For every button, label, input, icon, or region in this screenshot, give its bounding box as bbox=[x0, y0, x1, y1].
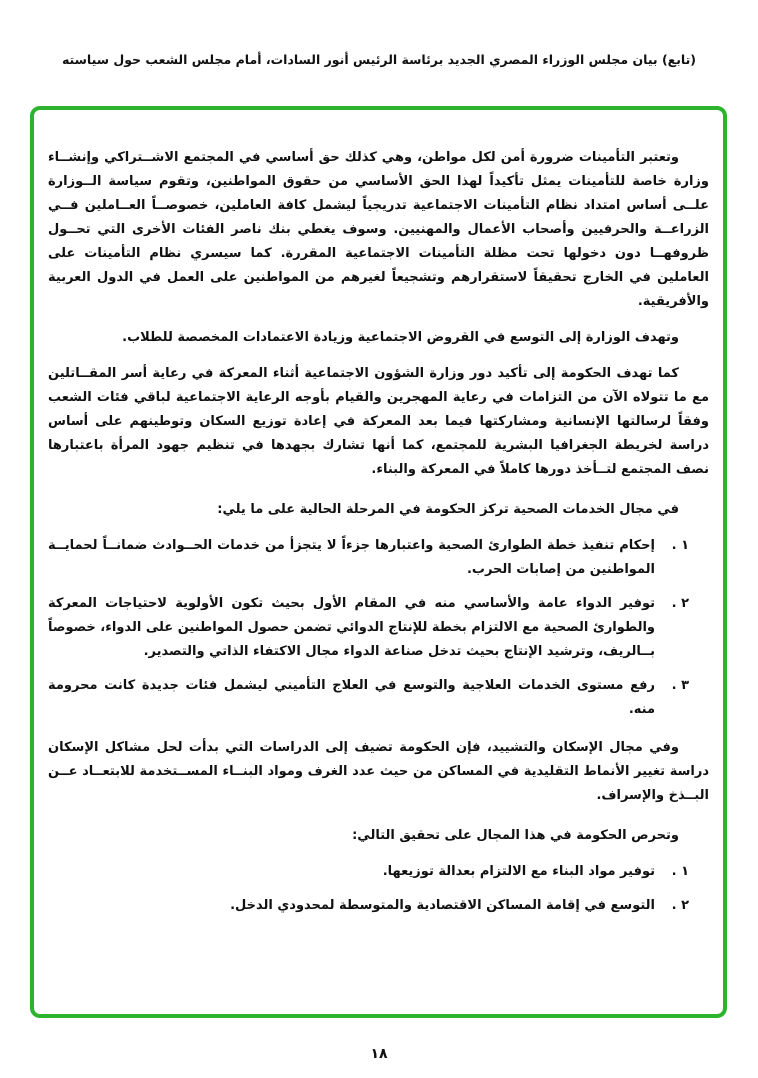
list-item bbox=[48, 894, 689, 918]
list-item bbox=[48, 534, 689, 582]
health-services-list bbox=[48, 534, 709, 722]
list-item-text: رفع مستوى الخدمات العلاجية والتوسع في العلاج التأميني ليشمل فئات جديدة كانت محرومة منه. bbox=[48, 678, 655, 717]
paragraph-insurance: وتعتبر التأمينات ضرورة أمن لكل مواطن، وهي كذلك حق أساسي في المجتمع الاشــتراكي وإنشــاء وزارة خاصة للتأمينات يمثل تأكيداً لهذا الحق الأساسي من حقوق المواطنين، وتقوم سياسة الــوزارة علــى أساس امتداد نظام التأمينات الاجتماعية تدريجياً ليشمل كافة العاملين، خصوصــاً العــاملين فــي الزراعــة والحرفيين وأصحاب الأعمال والمهنيين. وسوف يغطي بنك ناصر الفئات الأخرى التي تحــول ظروفهــا دون دخولها تحت مظلة التأمينات الاجتماعية المقررة. كما سيسري نظام التأمينات على العاملين في الخارج تحقيقاً لاستقرارهم وتشجيعاً لغيرهم من المواطنين على العمل في الدول العربية والأفريقية. bbox=[48, 150, 709, 309]
housing-goals-heading: وتحرص الحكومة في هذا المجال على تحقيق التالي: bbox=[352, 828, 679, 843]
page-number: ١٨ bbox=[370, 1046, 388, 1062]
list-item-text: توفير الدواء عامة والأساسي منه في المقام الأول بحيث تكون الأولوية لاحتياجات المعركة والطوارئ الصحية مع الالتزام بخطة للإنتاج الدوائي تضمن حصول المواطنين على الدواء، خصوصاً بــالريف، وترشيد الإنتاج بحيث تدخل صناعة الدواء مجال الاكتفاء الذاتي والتصدير. bbox=[48, 596, 655, 659]
paragraph-social-affairs: كما تهدف الحكومة إلى تأكيد دور وزارة الشؤون الاجتماعية أثناء المعركة في رعاية أسر المقــاتلين مع ما تتولاه الآن من التزامات في رعاية المهجرين والقيام بأوجه الرعاية الاجتماعية لباقي فئات الشعب وفقاً لرسالتها الإنسانية ومشاركتها فيما بعد المعركة في إعادة توزيع السكان وتوطينهم على أساس دراسة لخريطة الجغرافيا البشرية للمجتمع، كما أنها تشارك بجهدها في تنظيم جهود المرأة باعتبارها نصف المجتمع لتــأخذ دورها كاملاً في المعركة والبناء. bbox=[48, 366, 709, 477]
list-item-text: إحكام تنفيذ خطة الطوارئ الصحية واعتبارها جزءاً لا يتجزأ من خدمات الحــوادث ضمانــاً لحمايــة المواطنين من إصابات الحرب. bbox=[48, 538, 655, 577]
list-item-number: ٢ . bbox=[671, 898, 689, 913]
content-border-box bbox=[30, 106, 727, 1018]
document-body bbox=[48, 146, 709, 918]
list-item-number: ١ . bbox=[671, 538, 689, 553]
health-services-heading: في مجال الخدمات الصحية تركز الحكومة في المرحلة الحالية على ما يلي: bbox=[217, 502, 679, 517]
list-item bbox=[48, 860, 689, 884]
housing-goals-list bbox=[48, 860, 709, 918]
paragraph-housing: وفي مجال الإسكان والتشييد، فإن الحكومة تضيف إلى الدراسات التي بدأت لحل مشاكل الإسكان دراسة تغيير الأنماط التقليدية في المساكن من حيث عدد الغرف ومواد البنــاء المســتخدمة للابتعــاد عــن البــذخ والإسراف. bbox=[48, 740, 709, 803]
list-item bbox=[48, 674, 689, 722]
list-item-number: ١ . bbox=[671, 864, 689, 879]
list-item bbox=[48, 592, 689, 664]
list-item-text: توفير مواد البناء مع الالتزام بعدالة توزيعها. bbox=[382, 864, 655, 879]
list-item-text: التوسع في إقامة المساكن الاقتصادية والمتوسطة لمحدودي الدخل. bbox=[230, 898, 655, 913]
list-item-number: ٣ . bbox=[671, 678, 689, 693]
document-header-title: (تابع) بيان مجلس الوزراء المصري الجديد برئاسة الرئيس أنور السادات، أمام مجلس الشعب حول سياسته bbox=[61, 52, 697, 67]
list-item-number: ٢ . bbox=[671, 596, 689, 611]
paragraph-ministry-goal: وتهدف الوزارة إلى التوسع في القروض الاجتماعية وزيادة الاعتمادات المخصصة للطلاب. bbox=[122, 330, 679, 345]
